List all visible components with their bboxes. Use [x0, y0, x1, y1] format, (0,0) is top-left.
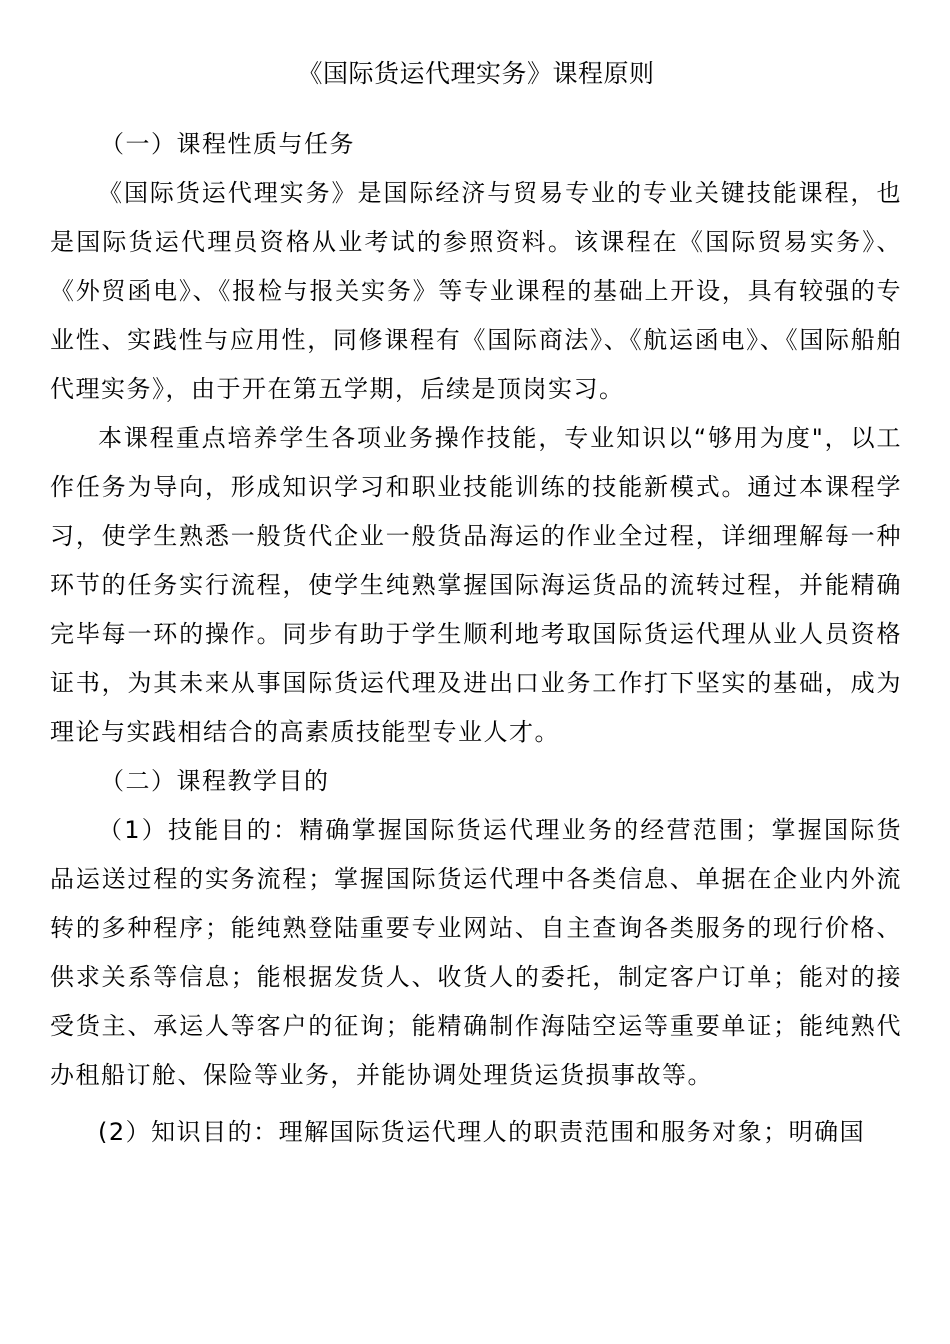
paragraph-skill-objectives: （1）技能目的：精确掌握国际货运代理业务的经营范围；掌握国际货品运送过程的实务流程；掌握国际货运代理中各类信息、单据在企业内外流转的多种程序；能纯熟登陆重要专业网站、自主查询各类服务的现行价格、供求关系等信息；能根据发货人、收货人的委托，制定客户订单；能对的接受货主、承运人等客户的征询；能精确制作海陆空运等重要单证；能纯熟代办租船订舱、保险等业务，并能协调处理货运货损事故等。 [50, 816, 902, 1089]
document-title: 《国际货运代理实务》课程原则 [297, 59, 655, 88]
section-heading-teaching-objectives: （二）课程教学目的 [100, 767, 330, 795]
paragraph-course-overview: 《国际货运代理实务》是国际经济与贸易专业的专业关键技能课程，也是国际货运代理员资格从业考试的参照资料。该课程在《国际贸易实务》、《外贸函电》、《报检与报关实务》等专业课程的基础上开设，具有较强的专业性、实践性与应用性，同修课程有《国际商法》、《航运函电》、《国际船舶代理实务》，由于开在第五学期，后续是顶岗实习。 [50, 179, 902, 403]
paragraph-knowledge-objectives: (2）知识目的：理解国际货运代理人的职责范围和服务对象；明确国 [98, 1118, 866, 1146]
paragraph-course-focus: 本课程重点培养学生各项业务操作技能，专业知识以“够用为度"，以工作任务为导向，形成知识学习和职业技能训练的技能新模式。通过本课程学习，使学生熟悉一般货代企业一般货品海运的作业全过程，详细理解每一种环节的任务实行流程，使学生纯熟掌握国际海运货品的流转过程，并能精确完毕每一环的操作。同步有助于学生顺利地考取国际货运代理从业人员资格证书，为其未来从事国际货运代理及进出口业务工作打下坚实的基础，成为理论与实践相结合的高素质技能型专业人才。 [50, 424, 902, 746]
section-heading-nature-and-tasks: （一）课程性质与任务 [100, 130, 355, 158]
